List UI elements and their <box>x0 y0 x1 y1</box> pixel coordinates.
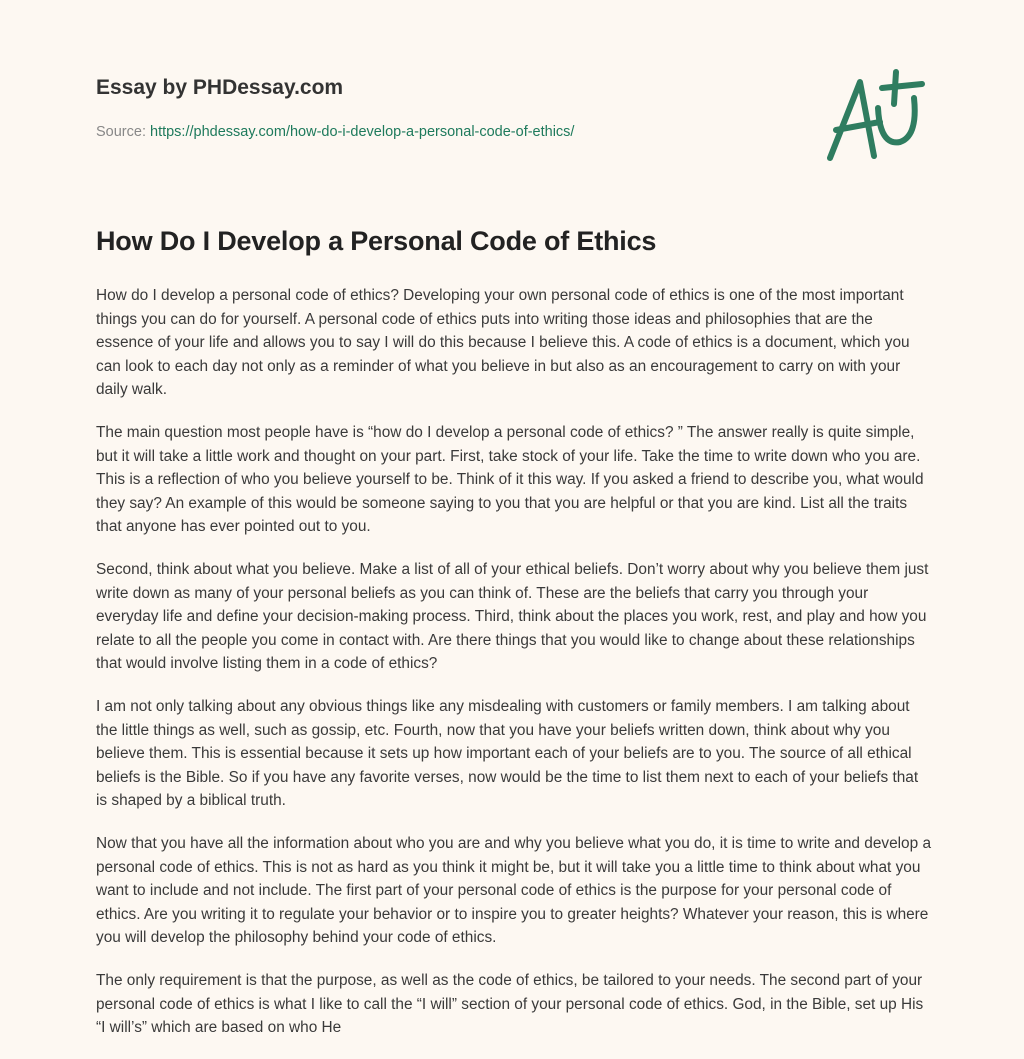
paragraph: The only requirement is that the purpose, as well as the code of ethics, be tailored to your needs. The second part of your personal code of ethics is what I like to call the “I will” section of your personal code of ethics. God, in the Bible, set up His “I will’s” which are based on who He <box>96 972 924 1036</box>
essay-title: How Do I Develop a Personal Code of Ethics <box>96 226 657 256</box>
source-label: Source: <box>96 124 150 140</box>
paragraph: Second, think about what you believe. Make a list of all of your ethical beliefs. Don’t worry about why you believe them just write down as many of your personal beliefs as you can think of. These are the beliefs that carry you through your everyday life and define your decision-making process. Third, think about the places you work, rest, and play and how you relate to all the people you come in contact with. Are there things that you would like to change about these relationships that would involve listing them in a code of ethics? <box>96 561 929 672</box>
a-plus-logo-icon <box>822 68 932 164</box>
paragraph: I am not only talking about any obvious things like any misdealing with customers or family members. I am talking about the little things as well, such as gossip, etc. Fourth, now that you have your beliefs written down, think about why you believe them. This is essential because it sets up how important each of your beliefs are to you. The source of all ethical beliefs is the Bible. So if you have any favorite verses, now would be the time to list them next to each of your beliefs that is shaped by a biblical truth. <box>96 698 919 809</box>
essay-header <box>96 76 928 140</box>
paragraph: The main question most people have is “how do I develop a personal code of ethics? ” The answer really is quite simple, but it will take a little work and thought on your part. First, take stock of your life. Take the time to write down who you are. This is a reflection of who you believe yourself to be. Think of it this way. If you asked a friend to describe you, what would they say? An example of this would be someone saying to you that you are helpful or that you are kind. List all the traits that anyone has ever pointed out to you. <box>96 424 924 535</box>
source-link[interactable]: https://phdessay.com/how-do-i-develop-a-personal-code-of-ethics/ <box>150 124 575 140</box>
paragraph: Now that you have all the information about who you are and why you believe what you do, it is time to write and develop a personal code of ethics. This is not as hard as you think it might be, but it will take you a little time to think about what you want to include and not include. The first part of your personal code of ethics is the purpose for your personal code of ethics. Are you writing it to regulate your behavior or to inspire you to greater heights? Whatever your reason, this is where you will develop the philosophy behind your code of ethics. <box>96 835 932 946</box>
brand-title: Essay by PHDessay.com <box>96 76 344 99</box>
paragraph: How do I develop a personal code of ethics? Developing your own personal code of ethics is one of the most important things you can do for yourself. A personal code of ethics puts into writing those ideas and philosophies that are the essence of your life and allows you to say I will do this because I believe this. A code of ethics is a document, which you can look to each day not only as a reminder of what you believe in but also as an encouragement to carry on with your daily walk. <box>96 287 910 398</box>
essay-body <box>96 284 932 1059</box>
source-line <box>96 124 574 140</box>
